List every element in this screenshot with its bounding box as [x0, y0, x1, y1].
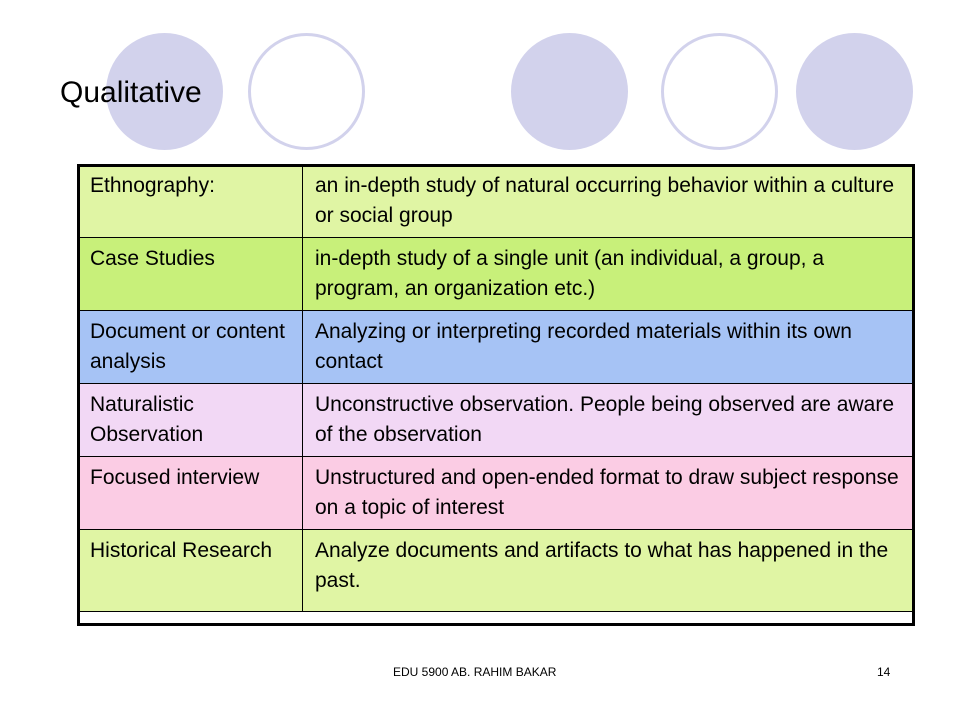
methods-table [77, 164, 915, 612]
term-cell: Historical Research [78, 530, 303, 612]
definition-cell: Analyzing or interpreting recorded materials within its own contact [303, 311, 915, 384]
definition-cell: an in-depth study of natural occurring behavior within a culture or social group [303, 165, 915, 238]
table-row [78, 165, 915, 238]
table-row [78, 311, 915, 384]
table-row [78, 530, 915, 612]
decorative-circle [796, 33, 913, 150]
decorative-ring [661, 33, 778, 150]
term-cell: Naturalistic Observation [78, 384, 303, 457]
term-cell: Case Studies [78, 238, 303, 311]
term-cell: Document or content analysis [78, 311, 303, 384]
decorative-circle [511, 33, 628, 150]
page-number: 14 [877, 665, 891, 679]
term-cell: Ethnography: [78, 165, 303, 238]
term-cell: Focused interview [78, 457, 303, 530]
footer-text: EDU 5900 AB. RAHIM BAKAR [393, 665, 557, 679]
definition-cell: Analyze documents and artifacts to what has happened in the past. [303, 530, 915, 612]
definition-cell: Unstructured and open-ended format to draw subject response on a topic of interest [303, 457, 915, 530]
table-row [78, 457, 915, 530]
table-row [78, 238, 915, 311]
decorative-ring [248, 33, 365, 150]
slide-title: Qualitative [60, 76, 202, 109]
definition-cell: Unconstructive observation. People being observed are aware of the observation [303, 384, 915, 457]
definition-cell: in-depth study of a single unit (an individual, a group, a program, an organization etc.) [303, 238, 915, 311]
table-row [78, 384, 915, 457]
